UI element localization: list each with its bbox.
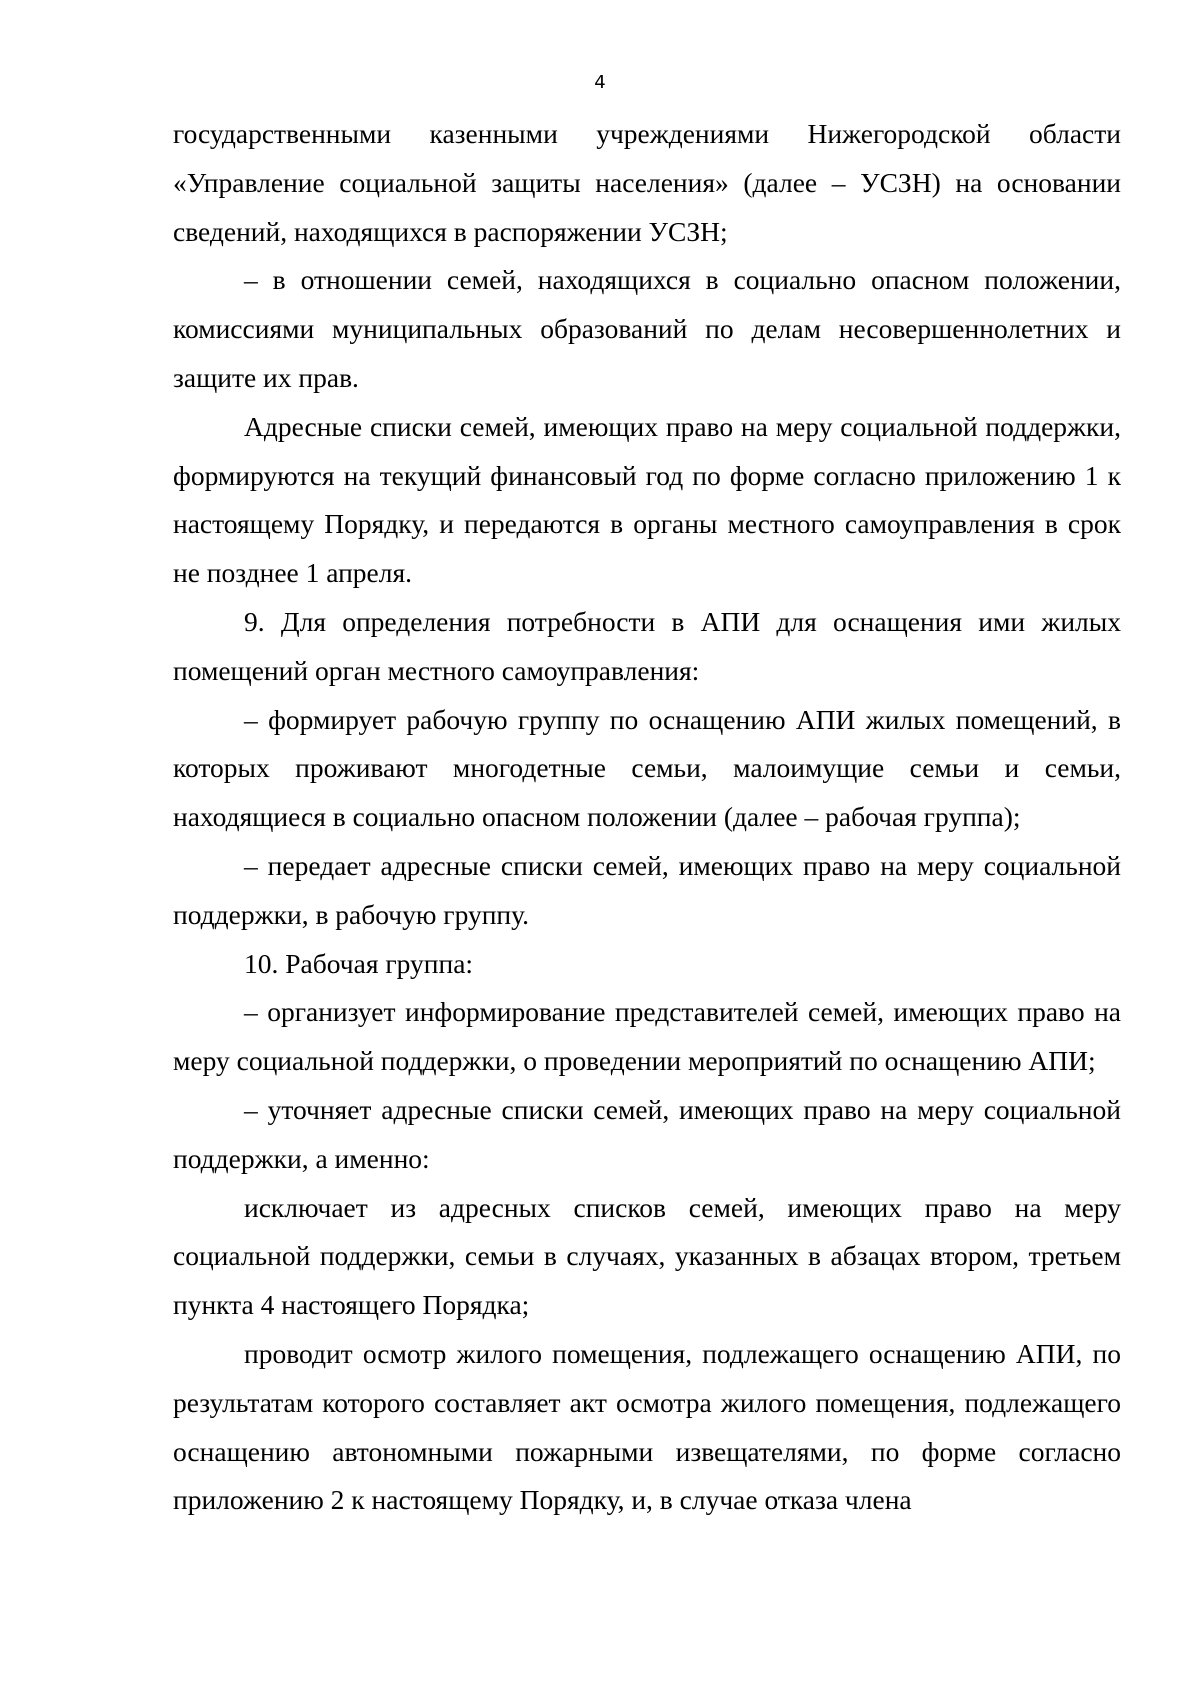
paragraph-informing: – организует информирование представителей семей, имеющих право на меру социальной поддержки, о проведении мероприятий по оснащению АПИ; xyxy=(173,996,1121,1077)
paragraph-usszn-continuation: государственными казенными учреждениями Нижегородской области «Управление социальной защиты населения» (далее – УСЗН) на основании сведений, находящихся в распоряжении УСЗН; xyxy=(173,118,1121,247)
page-number: 4 xyxy=(594,72,606,93)
paragraph-inspection: проводит осмотр жилого помещения, подлежащего оснащению АПИ, по результатам которого составляет акт осмотра жилого помещения, подлежащего оснащению автономными пожарными извещателями, по форме согласно приложению 2 к настоящему Порядку, и, в случае отказа члена xyxy=(173,1337,1121,1516)
paragraph-transfer-lists: – передает адресные списки семей, имеющих право на меру социальной поддержки, в рабочую группу. xyxy=(173,849,1121,930)
paragraph-item-10: 10. Рабочая группа: xyxy=(244,947,474,979)
document-body xyxy=(173,110,1121,1525)
paragraph-excluding: исключает из адресных списков семей, имеющих право на меру социальной поддержки, семьи в случаях, указанных в абзацах втором, третьем пункта 4 настоящего Порядка; xyxy=(173,1191,1121,1321)
paragraph-address-lists: Адресные списки семей, имеющих право на меру социальной поддержки, формируются на текущий финансовый год по форме согласно приложению 1 к настоящему Порядку, и передаются в органы местного самоуправления в срок не позднее 1 апреля. xyxy=(173,410,1121,589)
paragraph-item-9: 9. Для определения потребности в АПИ для оснащения ими жилых помещений орган местного самоуправления: xyxy=(173,605,1121,686)
paragraph-commissions: – в отношении семей, находящихся в социально опасном положении, комиссиями муниципальных образований по делам несовершеннолетних и защите их прав. xyxy=(173,264,1121,393)
paragraph-working-group-formation: – формирует рабочую группу по оснащению АПИ жилых помещений, в которых проживают многодетные семьи, малоимущие семьи и семьи, находящиеся в социально опасном положении (далее – рабочая группа); xyxy=(173,703,1121,833)
paragraph-clarifying-lists: – уточняет адресные списки семей, имеющих право на меру социальной поддержки, а именно: xyxy=(173,1093,1121,1174)
